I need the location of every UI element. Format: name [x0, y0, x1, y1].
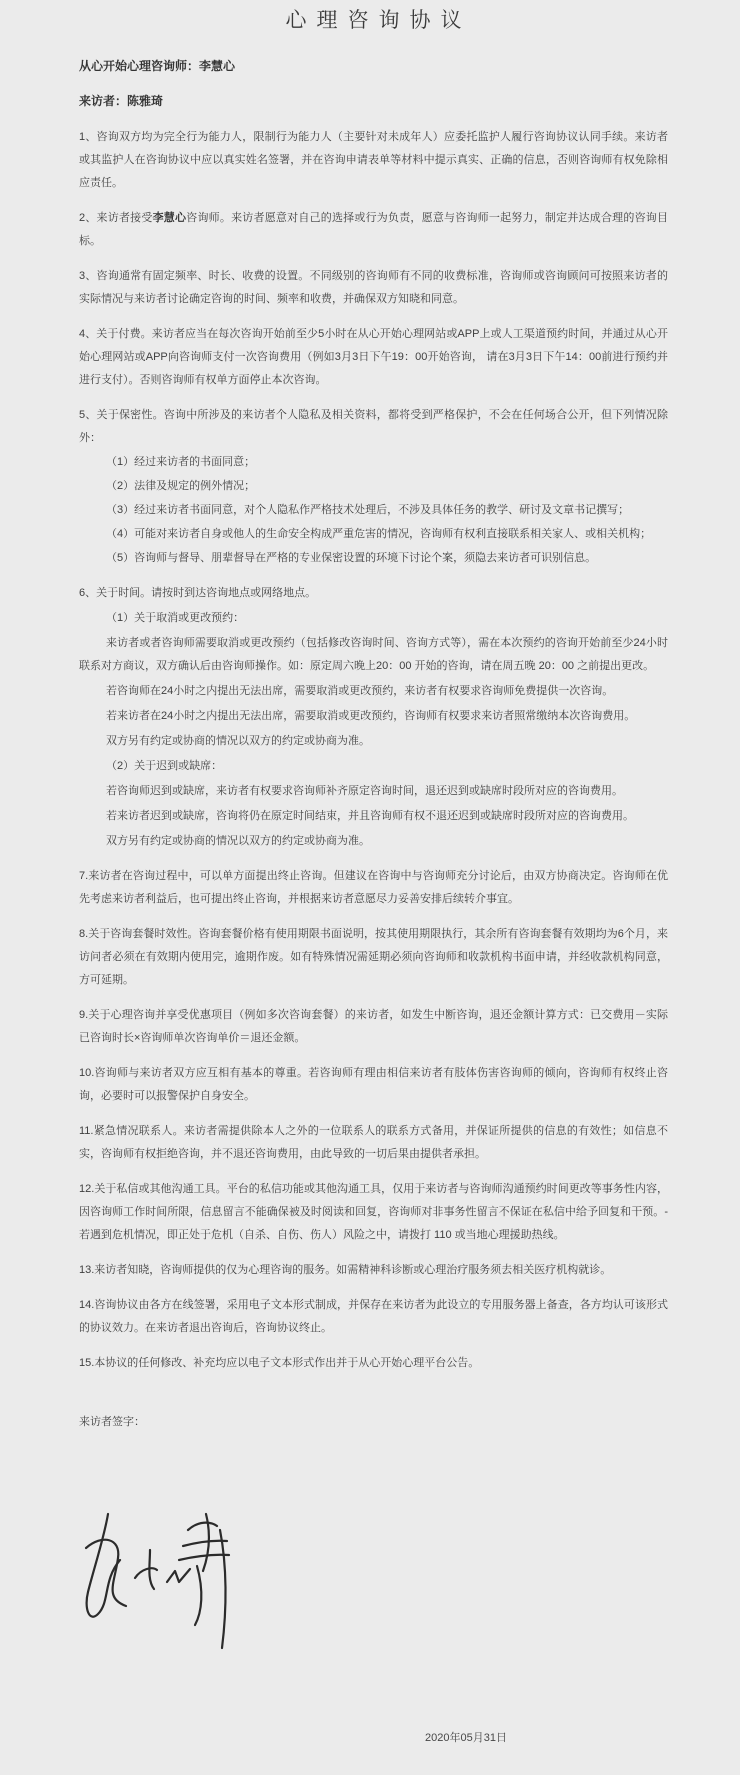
- clause-6-sub1-line-1: 来访者或者咨询师需要取消或更改预约（包括修改咨询时间、咨询方式等），需在本次预约的咨询开始前至少24小时联系对方商议，双方确认后由咨询师操作。如：原定周六晚上20：00 开始的咨询，请在周五晚 20：00 之前提出更改。: [79, 637, 668, 672]
- visitor-signature-label: 来访者签字：: [79, 1416, 145, 1428]
- clause-6-sub1-line-2: 若咨询师在24小时之内提出无法出席，需要取消或更改预约，来访者有权要求咨询师免费提供一次咨询。: [106, 685, 614, 697]
- clause-5-intro: 5、关于保密性。咨询中所涉及的来访者个人隐私及相关资料，都将受到严格保护，不会在任何场合公开，但下列情况除外：: [79, 409, 668, 444]
- clause-2-counselor-name: 李慧心: [152, 212, 187, 224]
- visitor-signature-image: [80, 1496, 250, 1658]
- clause-6-sub1-line-4: 双方另有约定或协商的情况以双方的约定或协商为准。: [106, 735, 370, 747]
- clause-6-sub1-head: （1）关于取消或更改预约：: [106, 612, 245, 624]
- counselor-line: 从心开始心理咨询师：李慧心: [79, 59, 236, 73]
- clause-4: 4、关于付费。来访者应当在每次咨询开始前至少5小时在从心开始心理网站或APP上或人工渠道预约时间，并通过从心开始心理网站或APP向咨询师支付一次咨询费用（例如3月3日下午19：00开始咨询， 请在3月3日下午14：00前进行预约并进行支付）。否则咨询师有权单方面停止本次咨询。: [79, 328, 668, 386]
- clause-11: 11.紧急情况联系人。来访者需提供除本人之外的一位联系人的联系方式备用，并保证所提供的信息的有效性；如信息不实，咨询师有权拒绝咨询，并不退还咨询费用，由此导致的一切后果由提供者承担。: [79, 1125, 668, 1160]
- visitor-line: 来访者：陈雅琦: [79, 94, 164, 108]
- clause-5-item-5: （5）咨询师与督导、朋辈督导在严格的专业保密设置的环境下讨论个案，须隐去来访者可识别信息。: [106, 552, 597, 564]
- clause-6-sub1-line-3: 若来访者在24小时之内提出无法出席，需要取消或更改预约，咨询师有权要求来访者照常缴纳本次咨询费用。: [106, 710, 636, 722]
- page-title: 心理咨询协议: [285, 9, 472, 32]
- clause-5-item-4: （4）可能对来访者自身或他人的生命安全构成严重危害的情况，咨询师有权利直接联系相关家人、或相关机构；: [106, 528, 652, 540]
- clause-6-sub2-head: （2）关于迟到或缺席：: [106, 760, 223, 772]
- clause-6-head: 6、关于时间。请按时到达咨询地点或网络地点。: [79, 587, 317, 599]
- clause-12: 12.关于私信或其他沟通工具。平台的私信功能或其他沟通工具，仅用于来访者与咨询师沟通预约时间更改等事务性内容，因咨询师工作时间所限，信息留言不能确保被及时阅读和回复，咨询师对非事务性留言不保证在私信中给予回复和干预。- 若遇到危机情况，即正处于危机（自杀、自伤、伤人）风险之中，请拨打 110 或当地心理援助热线。: [79, 1183, 668, 1241]
- clause-2-prefix: 2、来访者接受: [79, 212, 153, 224]
- clause-5-item-2: （2）法律及规定的例外情况；: [106, 480, 256, 492]
- agreement-page: [0, 6, 740, 1775]
- clause-15: 15.本协议的任何修改、补充均应以电子文本形式作出并于从心开始心理平台公告。: [79, 1357, 480, 1369]
- clause-7: 7.来访者在咨询过程中，可以单方面提出终止咨询。但建议在咨询中与咨询师充分讨论后，由双方协商决定。咨询师在优先考虑来访者利益后，也可提出终止咨询，并根据来访者意愿尽力妥善安排后续转介事宜。: [79, 870, 668, 905]
- clause-8: 8.关于咨询套餐时效性。咨询套餐价格有使用期限书面说明，按其使用期限执行，其余所有咨询套餐有效期均为6个月，来访问者必须在有效期内使用完，逾期作废。如有特殊情况需延期必须向咨询师和收款机构书面申请，并经收款机构同意，方可延期。: [79, 928, 668, 986]
- clause-2-suffix: 咨询师。来访者愿意对自己的选择或行为负责，愿意与咨询师一起努力，制定并达成合理的咨询目标。: [79, 212, 669, 247]
- clause-5-item-1: （1）经过来访者的书面同意；: [106, 456, 256, 468]
- clause-2: [79, 207, 668, 253]
- clause-6-sub2-line-2: 若来访者迟到或缺席，咨询将仍在原定时间结束，并且咨询师有权不退还迟到或缺席时段所对应的咨询费用。: [106, 810, 634, 822]
- agreement-document: [0, 6, 740, 1434]
- clause-9: 9.关于心理咨询并享受优惠项目（例如多次咨询套餐）的来访者，如发生中断咨询，退还金额计算方式：已交费用－实际已咨询时长×咨询师单次咨询单价＝退还金额。: [79, 1009, 668, 1044]
- handwritten-signature-icon: [80, 1496, 250, 1658]
- clause-1: 1、咨询双方均为完全行为能力人，限制行为能力人（主要针对未成年人）应委托监护人履行咨询协议认同手续。来访者或其监护人在咨询协议中应以真实姓名签署，并在咨询申请表单等材料中提示真实、正确的信息，否则咨询师有权免除相应责任。: [79, 131, 668, 189]
- clause-6-sub2-line-1: 若咨询师迟到或缺席，来访者有权要求咨询师补齐原定咨询时间，退还迟到或缺席时段所对应的咨询费用。: [106, 785, 623, 797]
- clause-10: 10.咨询师与来访者双方应互相有基本的尊重。若咨询师有理由相信来访者有肢体伤害咨询师的倾向，咨询师有权终止咨询，必要时可以报警保护自身安全。: [79, 1067, 668, 1102]
- clause-13: 13.来访者知晓，咨询师提供的仅为心理咨询的服务。如需精神科诊断或心理治疗服务须去相关医疗机构就诊。: [79, 1264, 612, 1276]
- clause-14: 14.咨询协议由各方在线签署，采用电子文本形式制成，并保存在来访者为此设立的专用服务器上备查，各方均认可该形式的协议效力。在来访者退出咨询后，咨询协议终止。: [79, 1299, 668, 1334]
- clause-5-item-3: （3）经过来访者书面同意，对个人隐私作严格技术处理后，不涉及具体任务的教学、研讨及文章书记撰写；: [106, 504, 630, 516]
- agreement-date: 2020年05月31日: [425, 1732, 507, 1744]
- clause-3: 3、咨询通常有固定频率、时长、收费的设置。不同级别的咨询师有不同的收费标准，咨询师或咨询顾问可按照来访者的实际情况与来访者讨论确定咨询的时间、频率和收费，并确保双方知晓和同意。: [79, 270, 668, 305]
- clause-6-sub2-line-3: 双方另有约定或协商的情况以双方的约定或协商为准。: [106, 835, 370, 847]
